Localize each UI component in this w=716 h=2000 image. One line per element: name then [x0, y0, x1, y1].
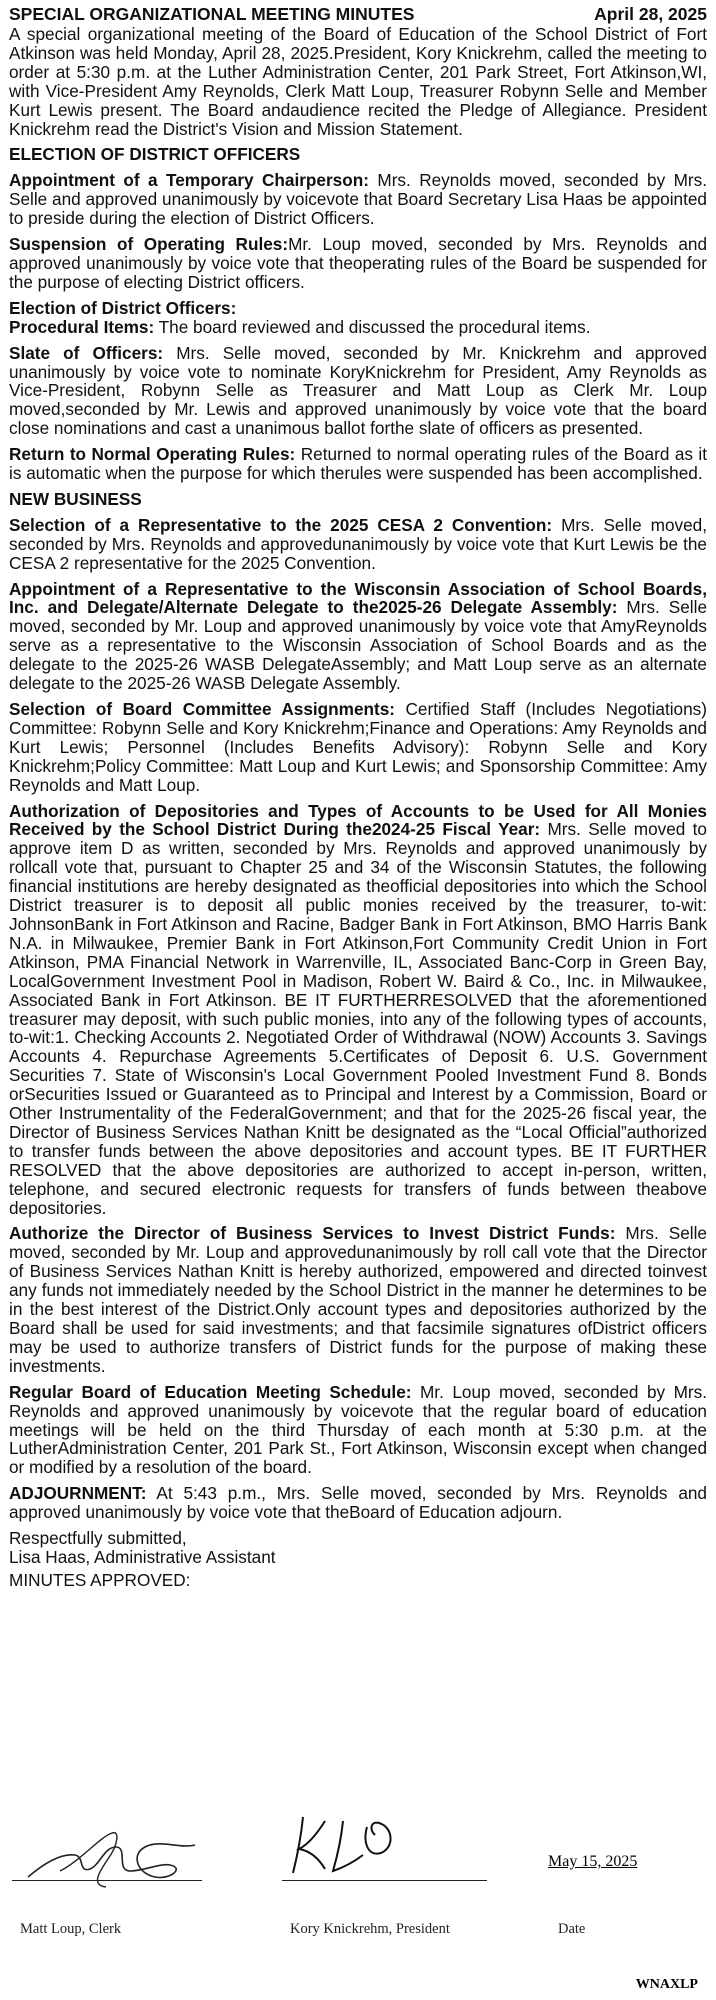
suspension-label: Suspension of Operating Rules:: [9, 234, 289, 255]
suspension-text: Mr. Loup moved, seconded by Mrs. Reynolds and approved unanimously by voice vote that theoperating rules of the Board be suspended for the purpose of electing District officers.: [9, 234, 707, 292]
cesa-text: Mrs. Selle moved, seconded by Mrs. Reynolds and approvedunanimously by voice vote that Kurt Lewis be the CESA 2 representative for the 2025 Convention.: [9, 514, 708, 573]
slate-label: Slate of Officers:: [9, 342, 164, 363]
document-header: [9, 4, 707, 25]
slate-paragraph: [9, 344, 707, 439]
schedule-text: Mr. Loup moved, seconded by Mrs. Reynolds and approved unanimously by voicevote that the regular board of education meetings will be held on the third Thursday of each month at 5:30 p.m. at the LutherAdministration Center, 201 Park St., Fort Atkinson, Wisconsin except when changed or modified by a resolution of the board.: [9, 1381, 708, 1478]
clerk-signature: [20, 1825, 205, 1895]
cesa-label: Selection of a Representative to the 2025 CESA 2 Convention:: [9, 514, 553, 535]
cesa-paragraph: [9, 516, 707, 573]
schedule-label: Regular Board of Education Meeting Schedule:: [9, 1381, 412, 1402]
intro-paragraph: A special organizational meeting of the Board of Education of the School District of Fort Atkinson was held Monday, April 28, 2025.President, Kory Knickrehm, called the meeting to order at 5:30 p.m. at the Luther Administration Center, 201 Park Street, Fort Atkinson,WI, with Vice-President Amy Reynolds, Clerk Matt Loup, Treasurer Robynn Selle and Member Kurt Lewis present. The Board andaudience recited the Pledge of Allegiance. President Knickrehm read the District's Vision and Mission Statement.: [9, 24, 707, 139]
approval-date: May 15, 2025: [548, 1853, 638, 1870]
signature-block: [0, 1805, 698, 2000]
committees-paragraph: [9, 700, 707, 795]
schedule-paragraph: [9, 1383, 707, 1478]
election-heading: ELECTION OF DISTRICT OFFICERS: [9, 144, 301, 165]
return-rules-label: Return to Normal Operating Rules:: [9, 444, 296, 465]
temp-chair-label: Appointment of a Temporary Chairperson:: [9, 170, 369, 191]
president-caption: Kory Knickrehm, President: [290, 1921, 450, 1937]
meeting-date: April 28, 2025: [594, 4, 707, 24]
return-rules-paragraph: [9, 445, 707, 483]
return-rules-text: Returned to normal operating rules of the Board as it is automatic when the purpose for which therules were suspended has been accomplished.: [9, 444, 708, 484]
invest-paragraph: [9, 1224, 707, 1375]
depositories-text: Mrs. Selle moved to approve item D as written, seconded by Mrs. Reynolds and approved unanimously by rollcall vote that, pursuant to Chapter 25 and 34 of the Wisconsin Statutes, the following financial institutions are hereby designated as theofficial depositories into which the School District treasurer is to deposit all public monies received by the treasurer, to-wit: JohnsonBank in Fort Atkinson and Racine, Badger Bank in Fort Atkinson, BMO Harris Bank N.A. in Milwaukee, Premier Bank in Fort Atkinson,Fort Community Credit Union in Fort Atkinson, PMA Financial Network in Warrenville, IL, Associated Banc-Corp in Green Bay, LocalGovernment Investment Pool in Madison, Robert W. Baird & Co., Inc. in Milwaukee, Associated Bank in Fort Atkinson. BE IT FURTHERRESOLVED that the aforementioned treasurer may deposit, with such public monies, into any of the following types of accounts, to-wit:1. Checking Accounts 2. Negotiated Order of Withdrawal (NOW) Accounts 3. Savings Accounts 4. Repurchase Agreements 5.Certificates of Deposit 6. U.S. Government Securities 7. State of Wisconsin's Local Government Pooled Investment Fund 8. Bonds orSecurities Issued or Guaranteed as to Principal and Interest by a Commission, Board or Other Instrumentality of the FederalGovernment; and that for the 2025-26 fiscal year, the Director of Business Services Nathan Knitt be designated as the “Local Official”authorized to transfer funds between the above depositories and account types. BE IT FURTHER RESOLVED that the above depositories are authorized to accept in-person, written, telephone, and secured electronic requests for transfers of funds between theabove depositories.: [9, 819, 707, 1218]
committees-text: Certified Staff (Includes Negotiations) Committee: Robynn Selle and Kory Knickrehm;Finance and Operations: Amy Reynolds and Kurt Lewis; Personnel (Includes Benefits Advisory): Robynn Selle and Kory Knickrehm;Policy Committee: Matt Loup and Kurt Lewis; and Sponsorship Committee: Amy Reynolds and Matt Loup.: [9, 699, 707, 795]
committees-label: Selection of Board Committee Assignments:: [9, 699, 396, 719]
wasb-label: Appointment of a Representative to the Wisconsin Association of School Boards, Inc. and Delegate/Alternate Delegate to the2025-26 Delegate Assembly:: [9, 578, 707, 618]
publication-code: WNAXLP: [635, 1977, 698, 1992]
wasb-text: Mrs. Selle moved, seconded by Mr. Loup and approved unanimously by voice vote that AmyReynolds serve as a representative to the Wisconsin Association of School Boards and as the delegate to the 2025-26 WASB DelegateAssembly; and Matt Loup serve as an alternate delegate to the 2025-26 WASB Delegate Assembly.: [9, 597, 707, 694]
president-signature-line: [282, 1880, 487, 1881]
minutes-approved-label: MINUTES APPROVED:: [9, 1569, 191, 1590]
wasb-paragraph: [9, 580, 707, 693]
suspension-paragraph: [9, 235, 707, 292]
clerk-caption: Matt Loup, Clerk: [20, 1921, 122, 1937]
depositories-paragraph: [9, 802, 707, 1218]
submitted-line: Respectfully submitted,: [9, 1528, 187, 1549]
submitter-name: Lisa Haas, Administrative Assistant: [9, 1546, 276, 1567]
slate-text: Mrs. Selle moved, seconded by Mr. Knickrehm and approved unanimously by voice vote to nominate KoryKnickrehm for President, Amy Reynolds as Vice-President, Robynn Selle as Treasurer and Matt Loup as Clerk Mr. Loup moved,seconded by Mr. Lewis and approved unanimously by voice vote that the board close nominations and cast a unanimous ballot forthe slate of officers as presented.: [9, 342, 707, 439]
procedural-paragraph: [9, 318, 707, 337]
date-caption: Date: [558, 1921, 586, 1937]
minutes-document: [9, 4, 707, 1590]
adjournment-label: ADJOURNMENT:: [9, 1483, 147, 1504]
clerk-signature-line: [12, 1880, 202, 1881]
procedural-text: The board reviewed and discussed the procedural items.: [154, 316, 591, 337]
election-officers-label: Election of District Officers:: [9, 297, 237, 318]
invest-label: Authorize the Director of Business Services to Invest District Funds:: [9, 1223, 616, 1244]
depositories-label: Authorization of Depositories and Types of Accounts to be Used for All Monies Received by the School District During the2024-25 Fiscal Year:: [9, 800, 707, 840]
invest-text: Mrs. Selle moved, seconded by Mr. Loup and approvedunanimously by roll call vote that the Director of Business Services Nathan Knitt is hereby authorized, empowered and directed toinvest any funds not immediately needed by the School District in the manner he determines to be in the best interest of the District.Only account types and depositories authorized by the Board shall be used for said investments; and that facsimile signatures ofDistrict officers may be used to authorize transfers of District funds for the purpose of making these investments.: [9, 1223, 707, 1376]
document-title: SPECIAL ORGANIZATIONAL MEETING MINUTES: [9, 4, 415, 24]
adjournment-paragraph: [9, 1484, 707, 1522]
president-signature: [285, 1807, 415, 1879]
temp-chair-paragraph: [9, 171, 707, 228]
adjournment-text: At 5:43 p.m., Mrs. Selle moved, seconded by Mrs. Reynolds and approved unanimously by voice vote that theBoard of Education adjourn.: [9, 1483, 707, 1523]
procedural-label: Procedural Items:: [9, 316, 155, 337]
temp-chair-text: Mrs. Reynolds moved, seconded by Mrs. Selle and approved unanimously by voicevote that Board Secretary Lisa Haas be appointed to preside during the election of District Officers.: [9, 170, 707, 229]
new-business-heading: NEW BUSINESS: [9, 488, 142, 509]
